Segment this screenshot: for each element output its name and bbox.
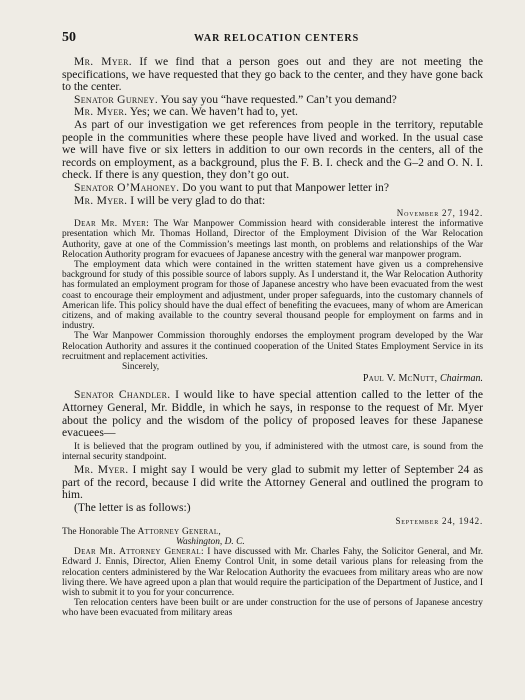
signature-name: Paul V. McNutt, [362, 373, 438, 385]
paragraph-text: Do you want to put that Manpower letter in? [179, 180, 389, 194]
paragraph-text: I will be very glad to do that: [127, 193, 266, 207]
letter-addressee [62, 527, 483, 537]
signature-title: Chairman. [439, 373, 483, 385]
letter-paragraph: Ten relocation centers have been built or are under construction for the use of persons of Japanese ancestry who have been evacuated from military areas [62, 598, 483, 619]
paragraph-investigation: As part of our investigation we get references from people in the territory, reputable people in the communities where these people have lived and worked. In the usual case we will have five or six letters in addition to our own records in the centers, all of the records on employment, as a background, plus the F. B. I. check and the G–2 and O. N. I. check. If there is any question, they don’t go out. [62, 117, 483, 182]
paragraph-text: Yes; we can. We haven’t had to, yet. [127, 105, 298, 119]
letter-closing: Sincerely, [122, 361, 160, 372]
speaker-myer: Mr. Myer. [74, 193, 128, 207]
running-head: WAR RELOCATION CENTERS [194, 33, 360, 44]
paragraph-chandler [62, 389, 483, 439]
letter-paragraph: The War Manpower Commission thoroughly endorses the employment program developed by the War Relocation Authority and assures it the continued cooperation of the United States Employment Service in its recruitment and replacement activities. [62, 331, 483, 362]
paragraph-text: I would like to have special attention called to the letter of the Attorney General, Mr. Biddle, in which he says, in response to the request of Mr. Myer about the policy and the wisdom of the policy of proposed leaves for these Japanese evacuees— [62, 388, 483, 440]
page-number: 50 [62, 30, 76, 45]
speaker-myer: Mr. Myer. [74, 105, 128, 119]
paragraph-myer-letter-intro [62, 195, 483, 208]
paragraph-letter-follows: (The letter is as follows:) [74, 500, 191, 514]
paragraph-myer-submit [62, 464, 483, 502]
speaker-omahoney: Senator O’Mahoney. [74, 180, 180, 194]
paragraph-text: I have discussed with Mr. Charles Fahy, the Solicitor General, and Mr. Edward J. Ennis, Director, Alien Enemy Control Unit, in some detail various plans for releasing from the relocation centers administered by the War Relocation Authority the evacuees from military areas who are now living there. We have agreed upon a plan that would require the participation of the Department of Justice, and I wish to submit it to you for your concurrence. [62, 547, 483, 598]
block-quote: It is believed that the program outlined by you, if administered with the utmost care, is sound from the internal security standpoint. [62, 441, 483, 462]
paragraph-text: If we find that a person goes out and they are not meeting the specifications, we have requested that they go back to the center, and they have gone back to the center. [62, 55, 483, 94]
paragraph-text: You say you “have requested.” Can’t you demand? [158, 92, 397, 106]
speaker-myer: Mr. Myer. [74, 463, 129, 477]
letter-paragraph [62, 219, 483, 260]
letter-paragraph: The employment data which were contained in the written statement have given us a comprehensive background for study of this possible source of labors supply. As I understand it, the War Relocation Authority has formulated an employment program for those of Japanese ancestry who have been evacuated from the west coast to encourage their employment and adjustment, under proper safeguards, into the customary channels of American life. This policy should have the dual effect of benefiting the evacuees, many of whom are American citizens, and of making available to the country several thousand people for employment on farms and in industry. [62, 259, 483, 332]
letter-salutation: Dear Mr. Attorney General: [74, 547, 204, 558]
letter-date: September 24, 1942. [395, 515, 483, 526]
addressee-prefix: The Honorable The [62, 526, 138, 537]
speaker-gurney: Senator Gurney. [74, 92, 159, 106]
letter-signature [62, 373, 483, 385]
paragraph-myer-specifications [62, 56, 483, 94]
letter-date: November 27, 1942. [396, 208, 483, 219]
paragraph-text: The War Manpower Commission heard with considerable interest the informative presentation which Mr. Thomas Holland, Director of the Employment Division of the War Relocation Authority, gave at one of the Commission’s meetings last month, on problems and relationships of the War Relocation Authority program for evacuees of Japanese ancestry with the general war manpower program. [62, 219, 484, 260]
speaker-chandler: Senator Chandler. [74, 388, 171, 402]
addressee-title: Attorney General, [137, 526, 222, 537]
letter-paragraph [62, 547, 483, 598]
paragraph-text: I might say I would be very glad to submit my letter of September 24 as part of the record, because I did write the Attorney General and outlined the program to him. [62, 463, 484, 502]
speaker-myer: Mr. Myer. [74, 55, 132, 68]
letter-address-city: Washington, D. C. [176, 536, 245, 547]
page-header [62, 30, 483, 50]
letter-salutation: Dear Mr. Myer: [74, 219, 150, 230]
